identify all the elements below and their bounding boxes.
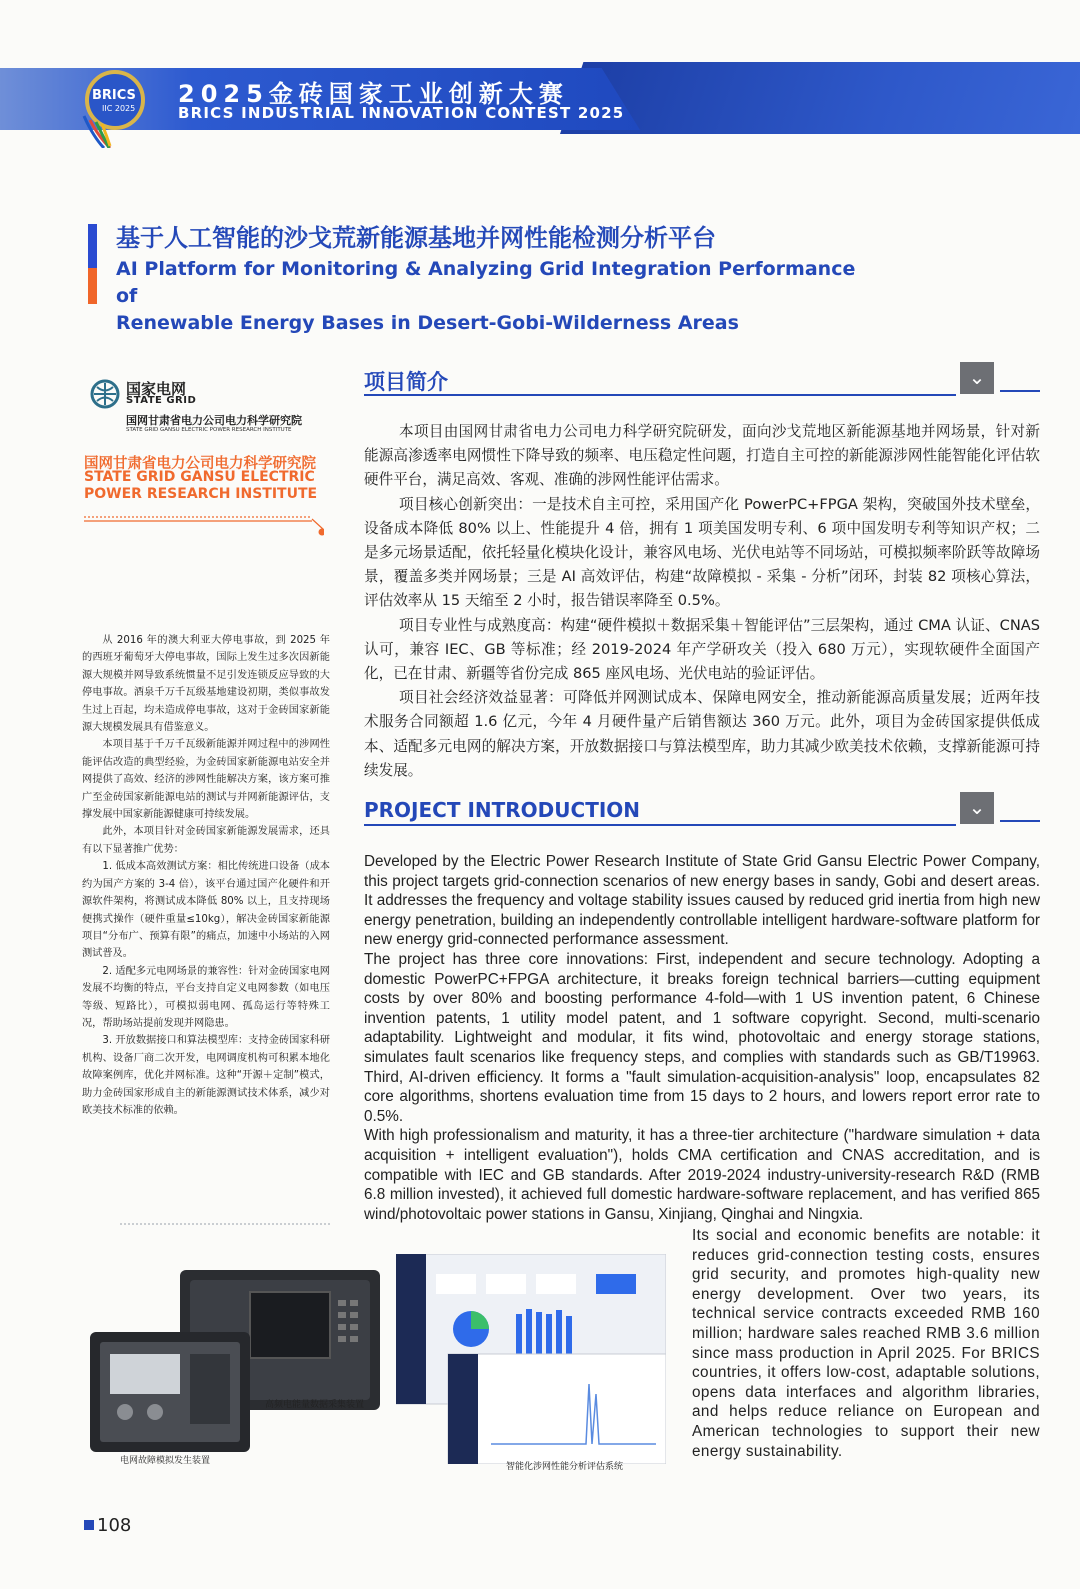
left-column xyxy=(82,632,330,1119)
chevron-down-icon[interactable]: ⌄ xyxy=(960,792,994,824)
evaluation-system-screens-image xyxy=(396,1254,666,1464)
institute-name: 国网甘肃省电力公司电力科学研究院 xyxy=(126,414,302,427)
figure-caption: 电网故障模拟发生装置 xyxy=(120,1456,211,1466)
institute-name-en: STATE GRID GANSU ELECTRIC POWER RESEARCH INSTITUTE xyxy=(126,427,292,433)
left-paragraph: 本项目基于千万千瓦级新能源并网过程中的涉网性能评估改造的典型经验，为金砖国家新能源电站安全并网提供了高效、经济的涉网性能解决方案，该方案可推广至金砖国家新能源电站的测试与并网新能源评估，支撑发展中国家新能源健康可持续发展。 xyxy=(82,739,330,821)
section-title-cn: 项目简介 xyxy=(364,370,448,394)
intro-paragraph-en: Its social and economic benefits are notable: it reduces grid-connection testing costs, ensures grid security, and promotes high-quality new energy development. Over two years, its technical service contracts exceeded RMB 160 million; hardware sales reached RMB 3.6 million since mass production in April 2025. For BRICS countries, it offers low-cost, adaptable solutions, opens data interfaces and algorithm libraries, and helps reduce reliance on European and American technologies to support their new energy sustainability. xyxy=(692,1227,1040,1460)
intro-paragraph-cn: 本项目由国网甘肃省电力公司电力科学研究院研发，面向沙戈荒地区新能源基地并网场景，针对新能源高渗透率电网惯性下降导致的频率、电压稳定性问题，打造自主可控的新能源涉网性能智能化评估软硬件平台，满足高效、客观、准确的涉网性能评估需求。 xyxy=(364,423,1040,489)
logo-subtext: IIC 2025 xyxy=(102,104,136,113)
section-rule-short xyxy=(1000,820,1040,822)
chevron-down-icon[interactable]: ⌄ xyxy=(960,362,994,394)
title-accent-bar xyxy=(88,224,97,304)
left-list-item: 1. 低成本高效测试方案：相比传统进口设备（成本约为国产方案的 3-4 倍），该平台通过国产化硬件和开源软件架构，将测试成本降低 80% 以上，且支持现场便携式操作（硬件重量≤10kg），解决金砖国家新能源项目“分布广、预算有限”的痛点，加速中小场站的入网测试普及。 xyxy=(82,861,330,960)
org-name-en-line1: STATE GRID GANSU ELECTRIC xyxy=(84,469,315,485)
fault-simulator-device-image xyxy=(80,1262,390,1462)
left-paragraph: 此外，本项目针对金砖国家新能源发展需求，还具有以下显著推广优势： xyxy=(82,826,330,855)
banner-stripe xyxy=(560,62,1080,134)
section-header-en xyxy=(364,796,1040,836)
intro-body-en xyxy=(364,852,1040,1224)
state-grid-name: 国家电网 xyxy=(126,380,187,398)
intro-paragraph-cn: 项目社会经济效益显著：可降低并网测试成本、保障电网安全，推动新能源高质量发展；近两年技术服务合同额超 1.6 亿元，今年 4 月硬件量产后销售额达 360 万元。此外，项目为金砖国家提供低成本、适配多元电网的解决方案，开放数据接口与算法模型库，助力其减少欧美技术依赖，支撑新能源可持续发展。 xyxy=(364,689,1040,779)
page-marker xyxy=(84,1520,94,1530)
contest-banner xyxy=(0,62,1080,134)
title-en-line1: AI Platform for Monitoring & Analyzing Grid Integration Performance of xyxy=(116,258,856,307)
state-grid-name-en: STATE GRID xyxy=(126,395,197,406)
left-list-item: 2. 适配多元电网场景的兼容性：针对金砖国家电网发展不均衡的特点，平台支持自定义电网参数（如电压等级、短路比），可模拟弱电网、孤岛运行等特殊工况，帮助场站提前发现并网隐患。 xyxy=(82,965,330,1029)
intro-paragraph-en: With high professionalism and maturity, it has a three-tier architecture ("hardware simulation + data acquisition + intelligent evaluation"), holds CMA certification and CNAS accreditation, and is compatible with IEC and GB standards. After 2019-2024 industry-university-research R&D (RMB 6.8 million invested), it achieved full domestic hardware-software replacement, and has verified 865 wind/photovoltaic power stations in Gansu, Xinjiang, Qinghai and Ningxia. xyxy=(364,1127,1040,1223)
page-title-en xyxy=(116,256,876,337)
title-en-line2: Renewable Energy Bases in Desert-Gobi-Wilderness Areas xyxy=(116,312,739,334)
left-list-item: 3. 开放数据接口和算法模型库：支持金砖国家科研机构、设备厂商二次开发，电网调度机构可积累本地化故障案例库，优化并网标准。这种“开源＋定制”模式，助力金砖国家形成自主的新能源测试技术体系，减少对欧美技术标准的依赖。 xyxy=(82,1035,330,1116)
banner-title-cn: 2025金砖国家工业创新大赛 xyxy=(178,80,569,108)
intro-paragraph-cn: 项目专业性与成熟度高：构建“硬件模拟＋数据采集＋智能评估”三层架构，通过 CMA 认证、CNAS 认可，兼容 IEC、GB 等标准；经 2019-2024 年产学研攻关（投入 680 万元），实现软硬件全面国产化，已在甘肃、新疆等省份完成 865 座风电场、光伏电站的验证评估。 xyxy=(364,616,1040,683)
page-title-cn: 基于人工智能的沙戈荒新能源基地并网性能检测分析平台 xyxy=(116,224,716,252)
banner-title-en: BRICS INDUSTRIAL INNOVATION CONTEST 2025 xyxy=(178,104,625,122)
org-name-en-line2: POWER RESEARCH INSTITUTE xyxy=(84,486,318,502)
figure-caption: 智能化涉网性能分析评估系统 xyxy=(506,1462,624,1472)
figure-caption: 高频电能量数据采集装置 xyxy=(265,1400,365,1410)
intro-body-cn xyxy=(364,420,1040,783)
section-rule xyxy=(364,824,956,826)
section-rule-short xyxy=(1000,390,1040,392)
intro-paragraph-en: The project has three core innovations: First, independent and secure technology. Adopting a domestic PowerPC+FPGA architecture, it breaks foreign technical barriers—cutting equipment costs by over 80% and boosting performance 4-fold—with 1 US invention patent, 6 Chinese invention patents, 1 utility model patent, and 1 software copyright. Second, multi-scenario adaptability. Lightweight and modular, it fits wind, photovoltaic and energy storage stations, simulates fault scenarios like frequency steps, and complies with standards such as GB/T19963. Third, AI-driven efficiency. It forms a "fault simulation-acquisition-analysis" loop, encapsulates 82 core algorithms, shortens evaluation time from 15 days to 2 hours, and lowers report error rate to 0.5%. xyxy=(364,950,1040,1125)
section-rule xyxy=(364,394,956,396)
section-title-en: PROJECT INTRODUCTION xyxy=(364,798,641,822)
left-divider xyxy=(120,1220,330,1230)
page-number-text: 108 xyxy=(97,1515,132,1536)
org-divider xyxy=(84,512,324,536)
section-header-cn xyxy=(364,366,1040,406)
logo-text: BRICS xyxy=(92,88,136,103)
left-paragraph: 从 2016 年的澳大利亚大停电事故，到 2025 年的西班牙葡萄牙大停电事故，国际上发生过多次因新能源大规模并网导致系统惯量不足引发连锁反应导致的大停电事故。酒泉千万千瓦级基地建设初期，类似事故发生过上百起，均未造成停电事故，这对于金砖国家新能源大规模发展具有借鉴意义。 xyxy=(82,635,330,734)
intro-paragraph-cn: 项目核心创新突出：一是技术自主可控，采用国产化 PowerPC+FPGA 架构，突破国外技术壁垒，设备成本降低 80% 以上、性能提升 4 倍，拥有 1 项美国发明专利、6 项中国发明专利等知识产权；二是多元场景适配，依托轻量化模块化设计，兼容风电场、光伏电站等不同场站，可模拟频率阶跃等故障场景，覆盖多类并网场景；三是 AI 高效评估，构建“故障模拟 - 采集 - 分析”闭环，封装 82 项核心算法，评估效率从 15 天缩至 2 小时，报告错误率降至 0.5%。 xyxy=(364,495,1040,610)
org-name-cn: 国网甘肃省电力公司电力科学研究院 xyxy=(84,456,316,472)
state-grid-logo-icon xyxy=(90,379,120,409)
intro-paragraph-en: Developed by the Electric Power Research Institute of State Grid Gansu Electric Power Company, this project targets grid-connection scenarios of new energy bases in sandy, Gobi and desert areas. It addresses the frequency and voltage stability issues caused by reduced grid inertia from high new energy penetration, building an independently controllable intelligent hardware-software platform for new energy grid-connected performance assessment. xyxy=(364,853,1040,949)
page-number xyxy=(84,1515,131,1536)
